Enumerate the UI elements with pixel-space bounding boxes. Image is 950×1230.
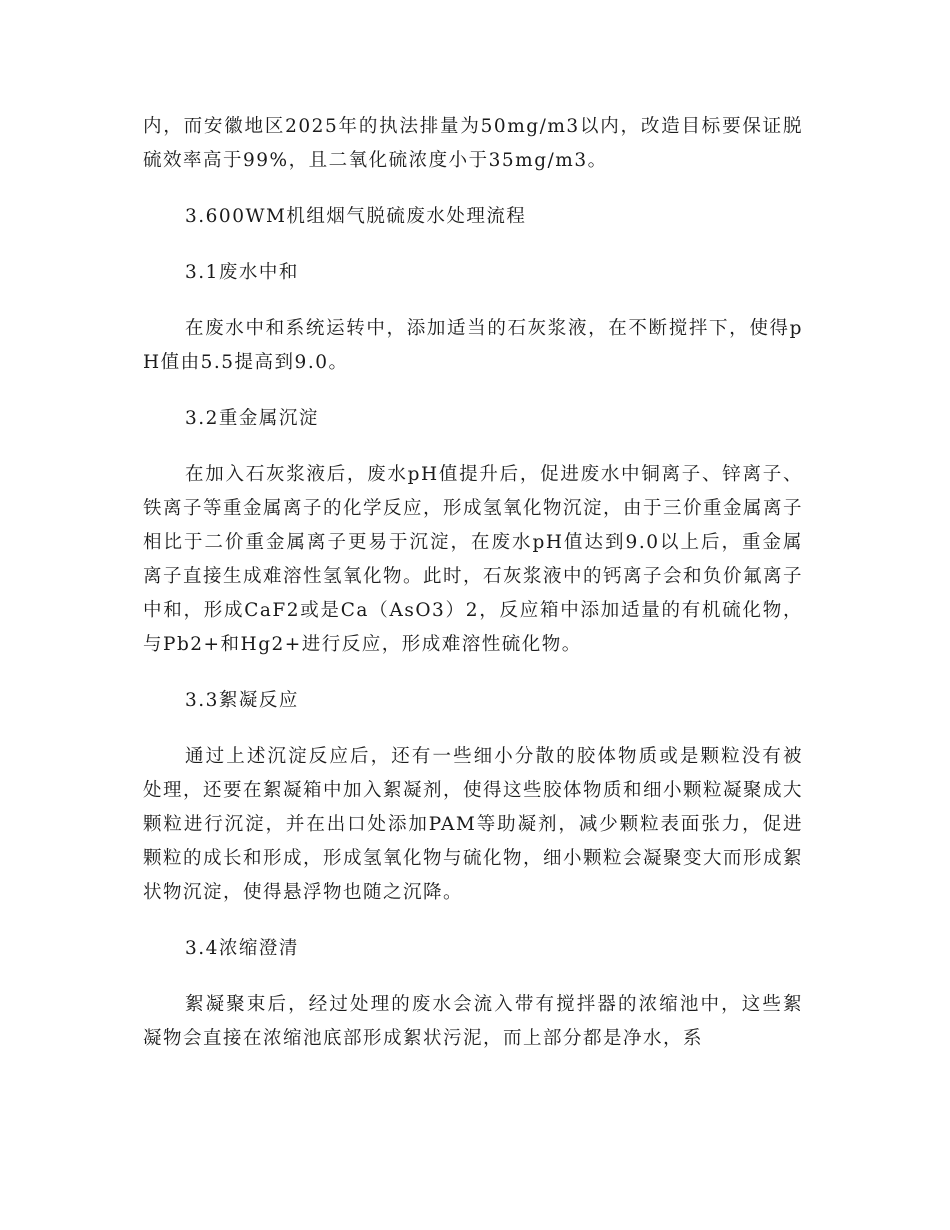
subsection-heading-3-1: 3.1废水中和	[185, 262, 299, 283]
paragraph-continuation: 内，而安徽地区2025年的执法排量为50mg/m3以内，改造目标要保证脱硫效率高于99%，且二氧化硫浓度小于35mg/m3。	[143, 116, 803, 171]
document-body	[143, 110, 803, 1078]
subsection-heading-3-3: 3.3絮凝反应	[185, 690, 299, 711]
paragraph-flocculation: 通过上述沉淀反应后，还有一些细小分散的胶体物质或是颗粒没有被处理，还要在絮凝箱中加入絮凝剂，使得这些胶体物质和细小颗粒凝聚成大颗粒进行沉淀，并在出口处添加PAM等助凝剂，减少颗粒表面张力，促进颗粒的成长和形成，形成氢氧化物与硫化物，细小颗粒会凝聚变大而形成絮状物沉淀，使得悬浮物也随之沉降。	[143, 746, 804, 903]
subsection-heading-3-4: 3.4浓缩澄清	[185, 938, 299, 959]
paragraph-neutralization: 在废水中和系统运转中，添加适当的石灰浆液，在不断搅拌下，使得pH值由5.5提高到9.0。	[143, 318, 803, 373]
paragraph-heavy-metal-precipitation: 在加入石灰浆液后，废水pH值提升后，促进废水中铜离子、锌离子、铁离子等重金属离子的化学反应，形成氢氧化物沉淀，由于三价重金属离子相比于二价重金属离子更易于沉淀，在废水pH值达到9.0以上后，重金属离子直接生成难溶性氢氧化物。此时，石灰浆液中的钙离子会和负价氟离子中和，形成CaF2或是Ca（AsO3）2，反应箱中添加适量的有机硫化物，与Pb2+和Hg2+进行反应，形成难溶性硫化物。	[143, 464, 804, 655]
paragraph-concentration-clarification: 絮凝聚束后，经过处理的废水会流入带有搅拌器的浓缩池中，这些絮凝物会直接在浓缩池底部形成絮状污泥，而上部分都是净水，系	[143, 994, 803, 1049]
subsection-heading-3-2: 3.2重金属沉淀	[185, 408, 319, 429]
section-heading-3: 3.600WM机组烟气脱硫废水处理流程	[185, 206, 527, 227]
